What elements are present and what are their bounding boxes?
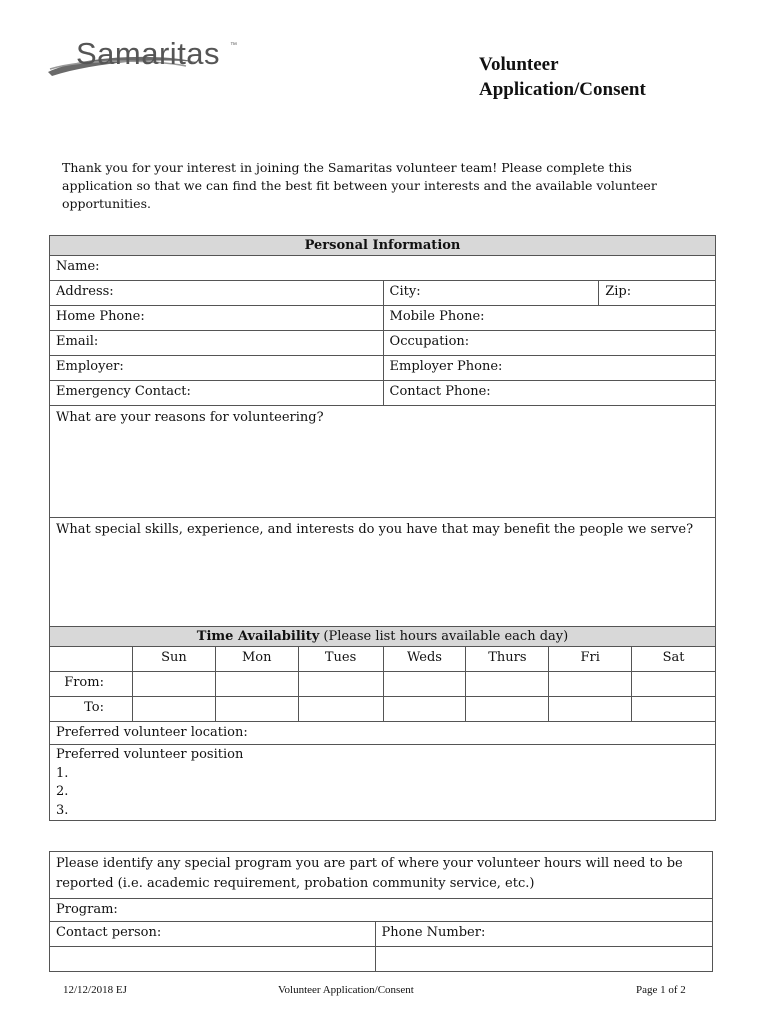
day-tues: Tues bbox=[298, 647, 383, 672]
home-phone-field[interactable]: Home Phone: bbox=[50, 306, 384, 331]
document-title bbox=[479, 52, 646, 102]
time-availability-header: Time Availability (Please list hours available each day) bbox=[50, 627, 716, 647]
email-field[interactable]: Email: bbox=[50, 331, 384, 356]
phone-number-field[interactable]: Phone Number: bbox=[375, 922, 713, 947]
application-table bbox=[49, 235, 716, 821]
title-line-2: Application/Consent bbox=[479, 79, 646, 100]
to-thurs-cell[interactable] bbox=[466, 697, 549, 722]
preferred-position-label: Preferred volunteer position bbox=[56, 747, 244, 762]
from-thurs-cell[interactable] bbox=[466, 672, 549, 697]
logo-trademark: ™ bbox=[230, 42, 237, 49]
mobile-phone-field[interactable]: Mobile Phone: bbox=[383, 306, 715, 331]
position-line-1: 1. bbox=[56, 765, 69, 781]
from-row bbox=[50, 672, 716, 697]
day-fri: Fri bbox=[549, 647, 632, 672]
to-sat-cell[interactable] bbox=[632, 697, 716, 722]
intro-paragraph: Thank you for your interest in joining the Samaritas volunteer team! Please complete this application so that we can find the best fit between your interests and the available volunteer opportunities. bbox=[62, 160, 657, 211]
days-corner-cell bbox=[50, 647, 133, 672]
zip-field[interactable]: Zip: bbox=[599, 281, 716, 306]
occupation-field[interactable]: Occupation: bbox=[383, 331, 715, 356]
day-sun: Sun bbox=[132, 647, 215, 672]
from-sun-cell[interactable] bbox=[132, 672, 215, 697]
logo-text: Samaritas bbox=[76, 36, 221, 71]
city-field[interactable]: City: bbox=[383, 281, 599, 306]
to-label: To: bbox=[50, 697, 133, 722]
from-fri-cell[interactable] bbox=[549, 672, 632, 697]
to-weds-cell[interactable] bbox=[383, 697, 466, 722]
days-header-row bbox=[50, 647, 716, 672]
name-field[interactable]: Name: bbox=[50, 256, 716, 281]
contact-person-blank[interactable] bbox=[50, 947, 376, 972]
footer-date: 12/12/2018 EJ bbox=[63, 984, 127, 996]
reasons-field[interactable]: What are your reasons for volunteering? bbox=[50, 406, 716, 518]
contact-person-field[interactable]: Contact person: bbox=[50, 922, 376, 947]
address-field[interactable]: Address: bbox=[50, 281, 384, 306]
personal-info-header: Personal Information bbox=[50, 236, 716, 256]
preferred-position-field[interactable] bbox=[50, 745, 716, 821]
to-mon-cell[interactable] bbox=[215, 697, 298, 722]
employer-phone-field[interactable]: Employer Phone: bbox=[383, 356, 715, 381]
from-mon-cell[interactable] bbox=[215, 672, 298, 697]
emergency-contact-field[interactable]: Emergency Contact: bbox=[50, 381, 384, 406]
position-line-2: 2. bbox=[56, 784, 69, 799]
special-program-table bbox=[49, 851, 713, 972]
to-tues-cell[interactable] bbox=[298, 697, 383, 722]
employer-field[interactable]: Employer: bbox=[50, 356, 384, 381]
position-line-3: 3. bbox=[56, 802, 69, 818]
footer-title: Volunteer Application/Consent bbox=[278, 984, 414, 996]
phone-number-blank[interactable] bbox=[375, 947, 713, 972]
day-sat: Sat bbox=[632, 647, 716, 672]
day-thurs: Thurs bbox=[466, 647, 549, 672]
from-weds-cell[interactable] bbox=[383, 672, 466, 697]
contact-phone-field[interactable]: Contact Phone: bbox=[383, 381, 715, 406]
day-mon: Mon bbox=[215, 647, 298, 672]
special-program-prompt: Please identify any special program you are part of where your volunteer hours will need to be reported (i.e. academic requirement, probation community service, etc.) bbox=[50, 852, 713, 899]
to-fri-cell[interactable] bbox=[549, 697, 632, 722]
preferred-location-field[interactable]: Preferred volunteer location: bbox=[50, 722, 716, 745]
to-sun-cell[interactable] bbox=[132, 697, 215, 722]
program-field[interactable]: Program: bbox=[50, 899, 713, 922]
from-label: From: bbox=[50, 672, 133, 697]
samaritas-logo bbox=[46, 36, 246, 86]
day-weds: Weds bbox=[383, 647, 466, 672]
footer-page-number: Page 1 of 2 bbox=[636, 984, 686, 996]
title-line-1: Volunteer bbox=[479, 54, 559, 75]
skills-field[interactable]: What special skills, experience, and interests do you have that may benefit the people we serve? bbox=[50, 518, 716, 627]
from-tues-cell[interactable] bbox=[298, 672, 383, 697]
to-row bbox=[50, 697, 716, 722]
from-sat-cell[interactable] bbox=[632, 672, 716, 697]
